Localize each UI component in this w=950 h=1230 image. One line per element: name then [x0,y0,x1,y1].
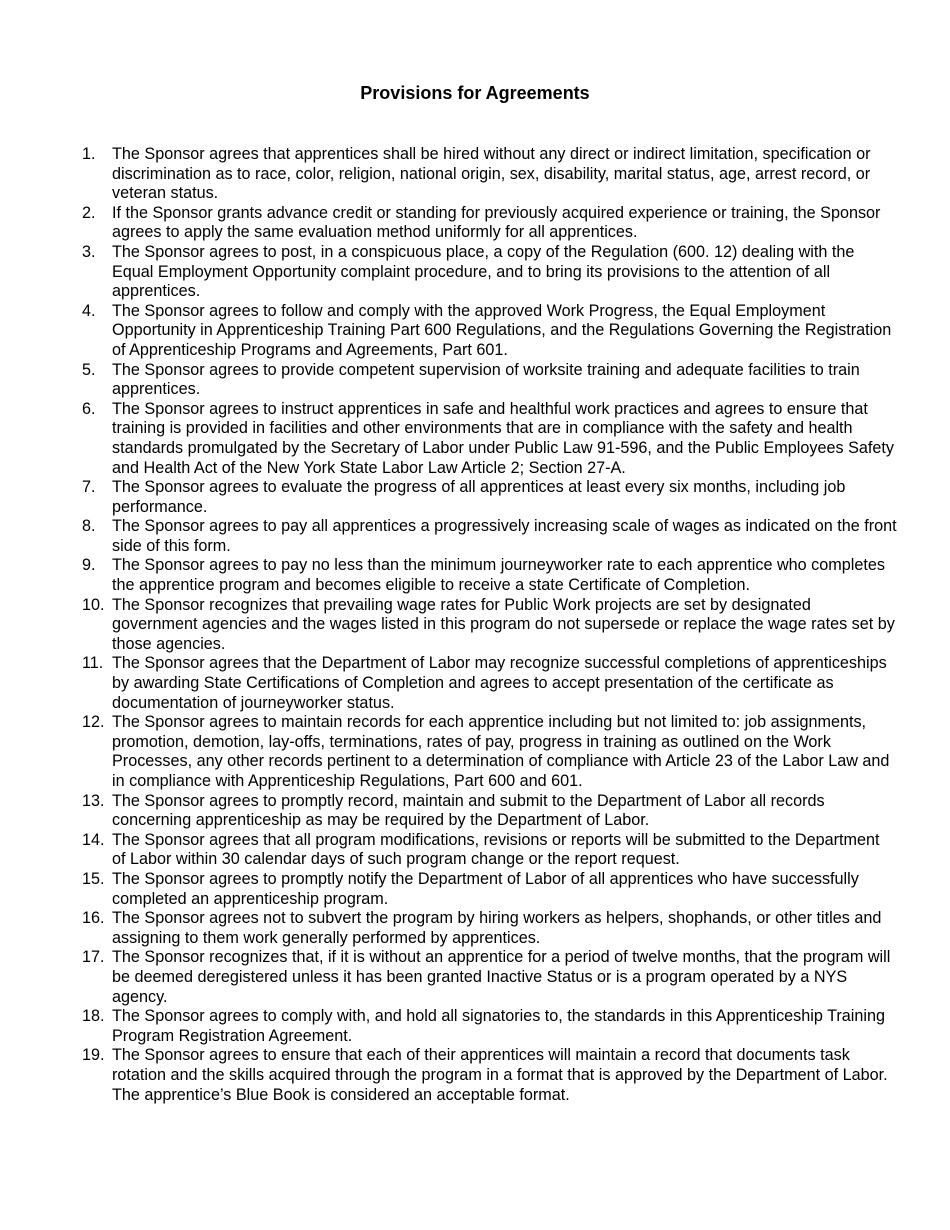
item-number: 5. [82,360,96,379]
item-text: The Sponsor agrees to promptly notify the Department of Labor of all apprentices who have successfully completed an apprenticeship program. [112,869,859,908]
item-text: The Sponsor agrees to pay no less than the minimum journeyworker rate to each apprentice who completes the apprentice program and becomes eligible to receive a state Certificate of Completion. [112,556,885,595]
item-text: The Sponsor agrees to provide competent supervision of worksite training and adequate facilities to train apprentices. [112,360,860,399]
list-item [82,909,897,948]
item-text: The Sponsor agrees to pay all apprentices a progressively increasing scale of wages as indicated on the front side of this form. [112,517,897,555]
item-text: The Sponsor agrees to comply with, and hold all signatories to, the standards in this Apprenticeship Training Program Registration Agreement. [112,1007,885,1045]
item-text: The Sponsor recognizes that, if it is without an apprentice for a period of twelve months, that the program will be deemed deregistered unless it has been granted Inactive Status or is a program operated by a NYS agency. [112,948,891,1006]
item-number: 7. [82,478,96,497]
provisions-list [82,145,897,1105]
item-number: 11. [82,654,104,673]
item-number: 9. [82,556,96,575]
item-number: 16. [82,909,105,928]
item-text: The Sponsor agrees to promptly record, maintain and submit to the Department of Labor all records concerning apprenticeship as may be required by the Department of Labor. [112,791,825,830]
item-text: The Sponsor agrees that the Department of Labor may recognize successful completions of apprenticeships by awarding State Certifications of Completion and agrees to accept presentation of the certificate as documentation of journeyworker status. [112,654,887,712]
list-item [82,870,897,909]
item-text: The Sponsor agrees that all program modifications, revisions or reports will be submitted to the Department of Labor within 30 calendar days of such program change or the report request. [112,830,880,869]
item-number: 13. [82,791,105,810]
item-number: 4. [82,301,96,320]
list-item [82,792,897,831]
item-text: The Sponsor agrees to evaluate the progress of all apprentices at least every six months, including job performance. [112,478,846,516]
item-number: 15. [82,869,105,888]
list-item [82,596,897,655]
item-number: 6. [82,399,96,418]
list-item [82,478,897,517]
list-item [82,831,897,870]
item-number: 1. [82,145,96,163]
item-number: 18. [82,1007,105,1026]
item-number: 3. [82,242,96,261]
item-number: 12. [82,713,105,732]
list-item [82,400,897,478]
item-number: 14. [82,830,105,849]
item-text: The Sponsor agrees to post, in a conspicuous place, a copy of the Regulation (600. 12) dealing with the Equal Employment Opportunity complaint procedure, and to bring its provisions to the attention of all apprentices. [112,242,855,301]
item-number: 2. [82,203,96,222]
list-item [82,1007,897,1046]
item-number: 17. [82,948,105,967]
list-item [82,361,897,400]
item-text: The Sponsor agrees to maintain records for each apprentice including but not limited to: job assignments, promotion, demotion, lay-offs, terminations, rates of pay, progress in training as outlined on the Work Processes, any other records pertinent to a determination of compliance with Article 23 of the Labor Law and in compliance with Apprenticeship Regulations, Part 600 and 601. [112,713,890,790]
item-number: 8. [82,517,96,536]
item-text: The Sponsor agrees to ensure that each of their apprentices will maintain a record that documents task rotation and the skills acquired through the program in a format that is approved by the Department of Labor. The apprentice’s Blue Book is considered an acceptable format. [112,1046,888,1104]
item-number: 10. [82,595,105,614]
item-number: 19. [82,1046,105,1065]
list-item [82,204,897,243]
item-text: The Sponsor recognizes that prevailing wage rates for Public Work projects are set by designated government agencies and the wages listed in this program do not supersede or replace the wage rates set by those agencies. [112,595,895,653]
item-text: The Sponsor agrees not to subvert the program by hiring workers as helpers, shophands, or other titles and assigning to them work generally performed by apprentices. [112,909,882,947]
item-text: If the Sponsor grants advance credit or standing for previously acquired experience or training, the Sponsor agrees to apply the same evaluation method uniformly for all apprentices. [112,203,881,242]
list-item [82,556,897,595]
list-item [82,517,897,556]
list-item [82,654,897,713]
page-title: Provisions for Agreements [360,83,590,103]
list-item [82,243,897,302]
list-item [82,713,897,791]
item-text: The Sponsor agrees to instruct apprentices in safe and healthful work practices and agrees to ensure that training is provided in facilities and other environments that are in compliance with the safety and health standards promulgated by the Secretary of Labor under Public Law 91-596, and the Public Employees Safety and Health Act of the New York State Labor Law Article 2; Section 27-A. [112,399,894,477]
list-item [82,145,897,204]
item-text: The Sponsor agrees that apprentices shall be hired without any direct or indirect limitation, specification or discrimination as to race, color, religion, national origin, sex, disability, marital status, age, arrest record, or veteran status. [112,145,871,203]
list-item [82,1046,897,1105]
list-item [82,948,897,1007]
list-item [82,302,897,361]
item-text: The Sponsor agrees to follow and comply with the approved Work Progress, the Equal Employment Opportunity in Apprenticeship Training Part 600 Regulations, and the Regulations Governing the Registration of Apprenticeship Programs and Agreements, Part 601. [112,301,892,359]
